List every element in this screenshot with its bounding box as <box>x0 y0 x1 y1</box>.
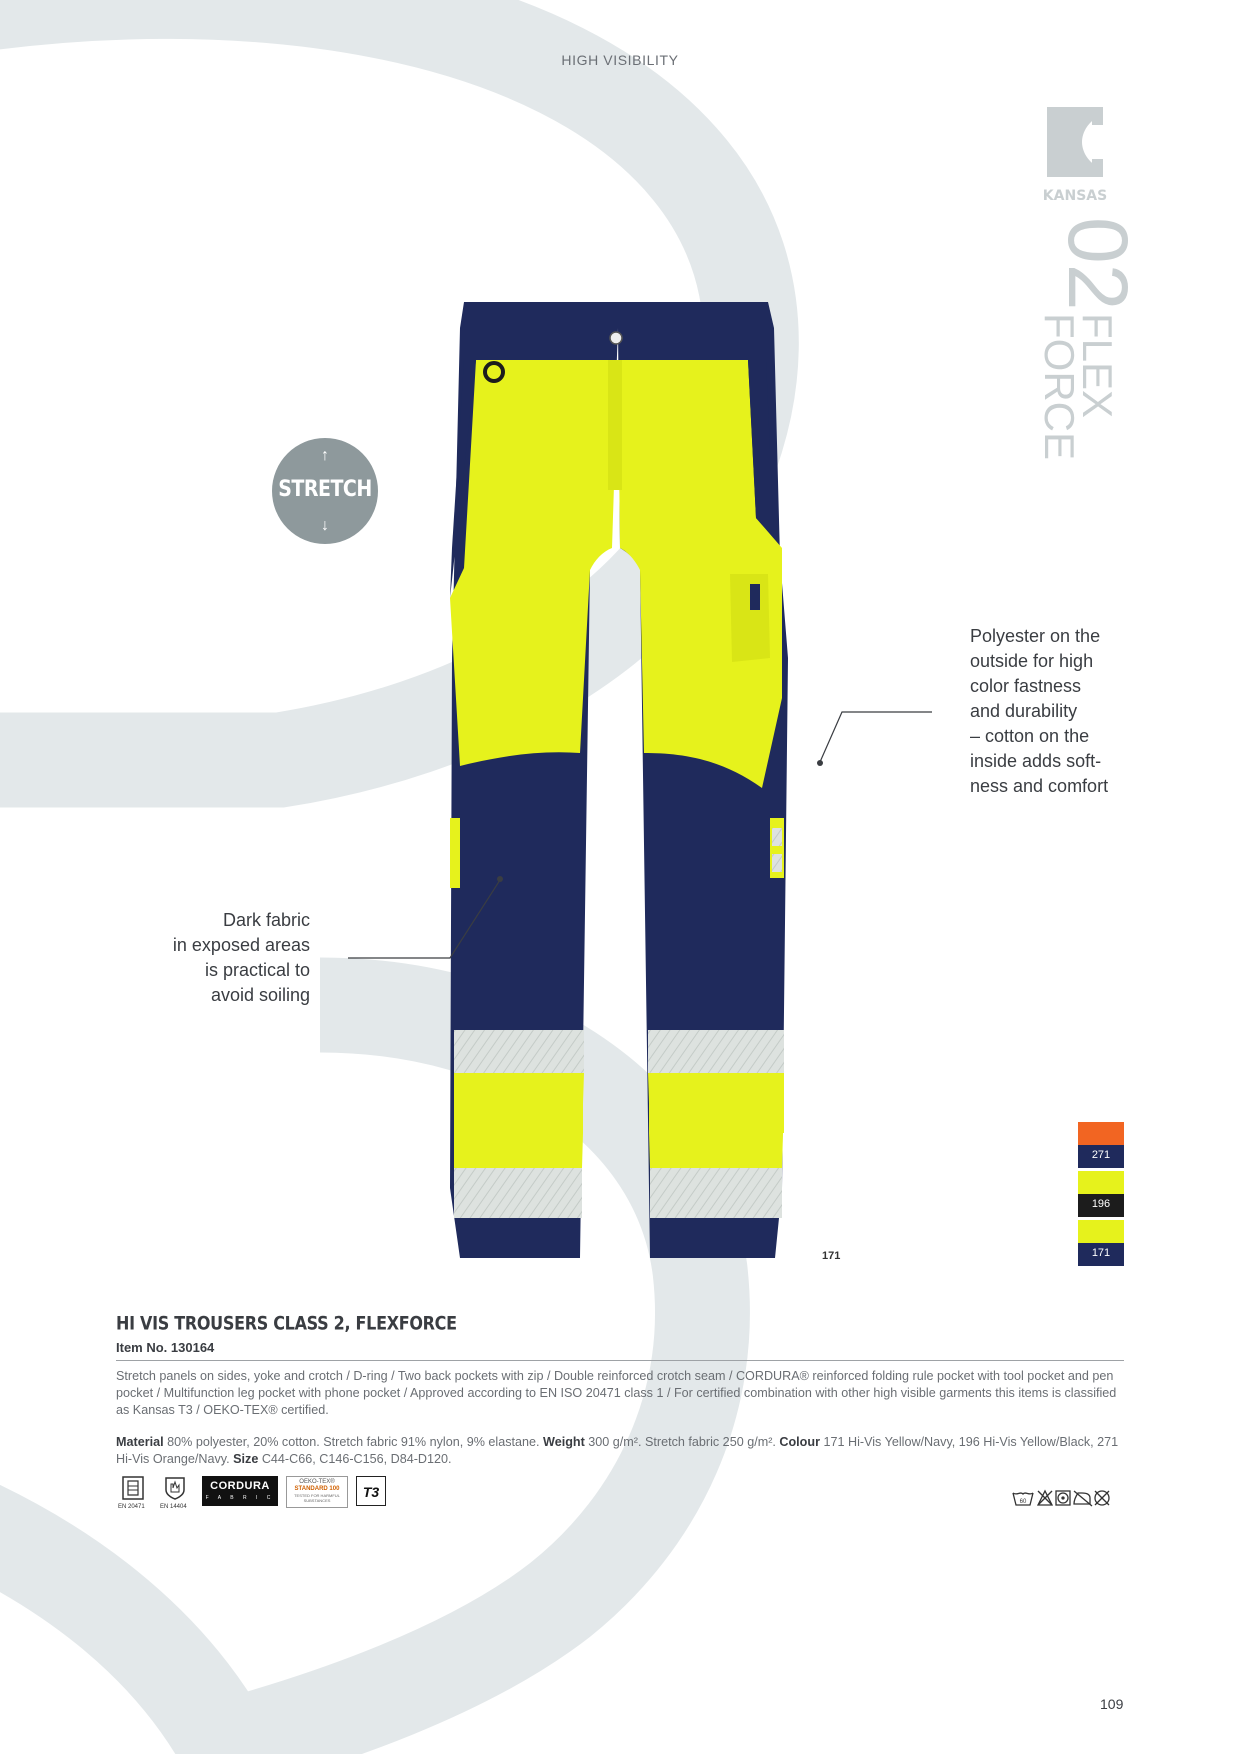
tumble-dry-icon <box>1056 1491 1070 1505</box>
cut-protection-glove-icon <box>164 1476 186 1500</box>
stretch-label: STRETCH <box>278 476 372 502</box>
stretch-badge <box>272 438 378 544</box>
colour-swatch[interactable] <box>1078 1220 1124 1266</box>
hi-vis-standard-icon <box>122 1476 144 1500</box>
callout-line: color fastness <box>970 676 1082 696</box>
swatch-code: 271 <box>1091 1149 1111 1161</box>
section-label: HIGH VISIBILITY <box>561 52 679 68</box>
oeko-line1: OEKO-TEX® <box>299 1479 335 1485</box>
size-value: C44-C66, C146-C156, D84-D120. <box>261 1452 452 1466</box>
swatch-top <box>1078 1122 1124 1145</box>
callout-line: outside for high <box>970 651 1094 671</box>
yellow-upper-left <box>450 360 618 766</box>
t3-badge: T3 <box>356 1476 386 1506</box>
cordura-logo <box>202 1476 278 1506</box>
colour-swatch[interactable] <box>1078 1171 1124 1217</box>
weight-label: Weight <box>543 1435 585 1449</box>
swatch-top <box>1078 1220 1124 1243</box>
collection-line-flex: FLEX <box>1074 313 1121 419</box>
wash-temp: 60 <box>1019 1499 1027 1505</box>
callout-line: in exposed areas <box>172 935 310 955</box>
product-specs <box>116 1434 1126 1468</box>
callout-line: avoid soiling <box>210 985 310 1005</box>
oeko-tex-logo <box>286 1476 348 1508</box>
brand-block <box>1030 105 1145 525</box>
callout-line: Dark fabric <box>222 910 310 930</box>
certification-row <box>116 1474 416 1518</box>
arrow-down-icon: ↓ <box>321 517 329 534</box>
weight-value: 300 g/m². Stretch fabric 250 g/m². <box>588 1435 776 1449</box>
arrow-up-icon: ↑ <box>321 447 329 464</box>
callout-line: is practical to <box>204 960 310 980</box>
colour-swatch[interactable] <box>1078 1122 1124 1168</box>
callout-line: and durability <box>970 701 1078 721</box>
product-title: HI VIS TROUSERS CLASS 2, FLEXFORCE <box>116 1312 457 1334</box>
callout-dark-fabric <box>120 908 310 1008</box>
collection-line-force: FORCE <box>1036 313 1083 460</box>
divider <box>116 1360 1124 1361</box>
care-symbols <box>1012 1488 1126 1508</box>
brand-name: KANSAS <box>1042 188 1108 204</box>
en14404-label: EN 14404 <box>160 1504 187 1510</box>
product-description: Stretch panels on sides, yoke and crotch / D-ring / Two back pockets with zip / Double reinforced crotch seam / CORDURA® reinforced folding rule pocket with tool pocket and pen pocket / Multifunction leg pocket with phone pocket / Approved according to EN ISO 20471 class 1 / For certified combination with other high visible garments this items is classified as Kansas T3 / OEKO-TEX® certified. <box>116 1369 1117 1417</box>
collection-number: 02 <box>1051 217 1145 311</box>
item-number: Item No. 130164 <box>116 1340 215 1355</box>
cordura-sub: F A B R I C <box>205 1495 275 1501</box>
iron-icon <box>1074 1491 1092 1506</box>
swatch-code: 171 <box>1091 1247 1111 1259</box>
swatch-code: 196 <box>1091 1198 1111 1210</box>
callout-polyester <box>970 624 1170 799</box>
material-label: Material <box>116 1435 164 1449</box>
colour-value: 171 Hi-Vis Yellow/Navy, 196 Hi-Vis Yellow/Black, 271 Hi-Vis Orange/Navy. <box>116 1435 1119 1466</box>
waistband <box>460 302 774 328</box>
cordura-word: CORDURA <box>210 1480 270 1492</box>
callout-line: inside adds soft- <box>970 751 1102 771</box>
size-label: Size <box>233 1452 259 1466</box>
material-value: 80% polyester, 20% cotton. Stretch fabric 91% nylon, 9% elastane. <box>167 1435 540 1449</box>
no-dry-clean-icon <box>1095 1491 1109 1505</box>
image-color-code: 171 <box>822 1250 841 1262</box>
oeko-line3: TESTED FOR HARMFUL SUBSTANCES <box>294 1493 340 1503</box>
kansas-logo-k-icon <box>1047 107 1103 177</box>
page-number: 109 <box>1100 1696 1124 1712</box>
callout-line: – cotton on the <box>970 726 1090 746</box>
oeko-line2: STANDARD 100 <box>294 1486 340 1492</box>
reflective-band <box>454 1030 584 1073</box>
swatch-top <box>1078 1171 1124 1194</box>
en20471-label: EN 20471 <box>118 1504 145 1510</box>
colour-label: Colour <box>779 1435 820 1449</box>
colour-swatches <box>1078 1122 1124 1269</box>
product-image-trousers <box>430 298 810 1258</box>
callout-line: ness and comfort <box>970 776 1109 796</box>
no-bleach-icon <box>1038 1491 1052 1505</box>
callout-line: Polyester on the <box>970 626 1101 646</box>
